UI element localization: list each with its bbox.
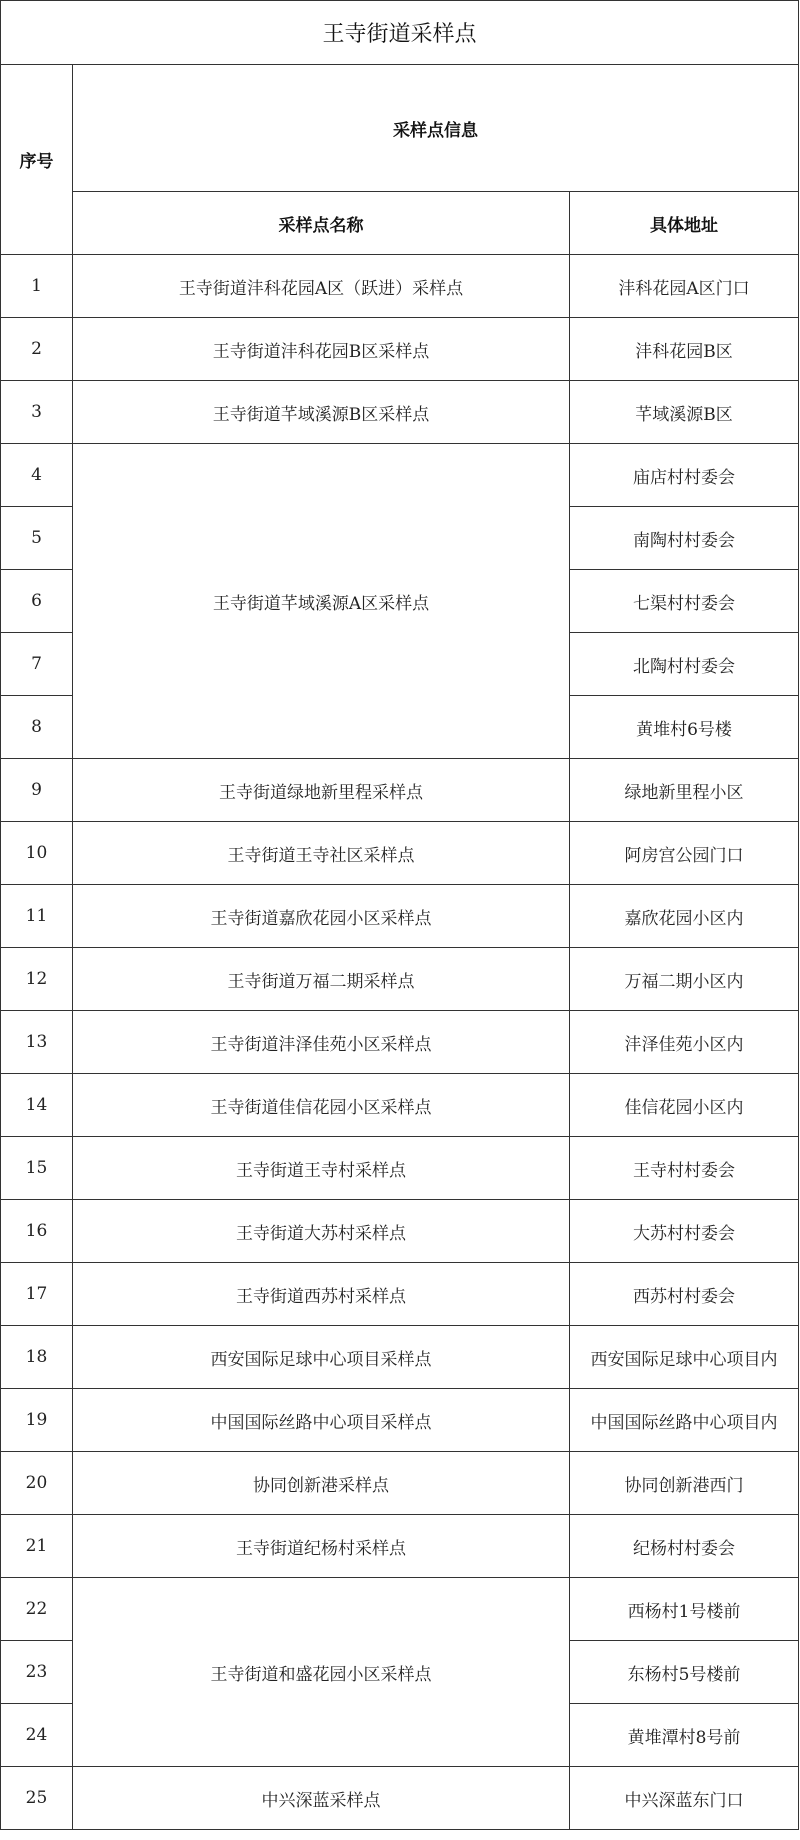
row-number: 22 xyxy=(1,1578,73,1641)
table-row xyxy=(1,381,799,444)
site-name: 王寺街道万福二期采样点 xyxy=(73,948,570,1011)
site-address: 西苏村村委会 xyxy=(570,1263,799,1326)
site-address: 阿房宫公园门口 xyxy=(570,822,799,885)
table-row xyxy=(1,255,799,318)
table-row xyxy=(1,1326,799,1389)
site-address: 中国国际丝路中心项目内 xyxy=(570,1389,799,1452)
site-name: 王寺街道大苏村采样点 xyxy=(73,1200,570,1263)
site-address: 沣科花园B区 xyxy=(570,318,799,381)
site-address: 协同创新港西门 xyxy=(570,1452,799,1515)
row-number: 5 xyxy=(1,507,73,570)
table-title: 王寺街道采样点 xyxy=(1,1,799,65)
site-address: 嘉欣花园小区内 xyxy=(570,885,799,948)
site-address: 大苏村村委会 xyxy=(570,1200,799,1263)
site-name: 王寺街道沣科花园B区采样点 xyxy=(73,318,570,381)
site-name: 王寺街道沣泽佳苑小区采样点 xyxy=(73,1011,570,1074)
header-name: 采样点名称 xyxy=(73,192,570,255)
table-row xyxy=(1,1263,799,1326)
site-name: 王寺街道佳信花园小区采样点 xyxy=(73,1074,570,1137)
table-row xyxy=(1,1011,799,1074)
row-number: 3 xyxy=(1,381,73,444)
site-address: 南陶村村委会 xyxy=(570,507,799,570)
site-name: 中国国际丝路中心项目采样点 xyxy=(73,1389,570,1452)
table-row xyxy=(1,1074,799,1137)
row-number: 9 xyxy=(1,759,73,822)
table-row xyxy=(1,444,799,507)
row-number: 1 xyxy=(1,255,73,318)
site-address: 王寺村村委会 xyxy=(570,1137,799,1200)
header-address: 具体地址 xyxy=(570,192,799,255)
site-name: 王寺街道王寺社区采样点 xyxy=(73,822,570,885)
table-row xyxy=(1,822,799,885)
site-name: 中兴深蓝采样点 xyxy=(73,1767,570,1830)
site-address: 佳信花园小区内 xyxy=(570,1074,799,1137)
row-number: 13 xyxy=(1,1011,73,1074)
table-row xyxy=(1,1137,799,1200)
site-address: 纪杨村村委会 xyxy=(570,1515,799,1578)
table-row xyxy=(1,1578,799,1641)
site-address: 东杨村5号楼前 xyxy=(570,1641,799,1704)
site-address: 沣泽佳苑小区内 xyxy=(570,1011,799,1074)
site-name: 王寺街道王寺村采样点 xyxy=(73,1137,570,1200)
site-name: 王寺街道嘉欣花园小区采样点 xyxy=(73,885,570,948)
row-number: 15 xyxy=(1,1137,73,1200)
row-number: 23 xyxy=(1,1641,73,1704)
site-address: 沣科花园A区门口 xyxy=(570,255,799,318)
table-row xyxy=(1,318,799,381)
site-address: 庙店村村委会 xyxy=(570,444,799,507)
table-row xyxy=(1,759,799,822)
header-info: 采样点信息 xyxy=(73,65,799,192)
row-number: 10 xyxy=(1,822,73,885)
site-name: 王寺街道西苏村采样点 xyxy=(73,1263,570,1326)
site-name: 王寺街道绿地新里程采样点 xyxy=(73,759,570,822)
table-row xyxy=(1,1200,799,1263)
table-row xyxy=(1,885,799,948)
site-address: 黄堆村6号楼 xyxy=(570,696,799,759)
row-number: 20 xyxy=(1,1452,73,1515)
table-row xyxy=(1,1515,799,1578)
row-number: 17 xyxy=(1,1263,73,1326)
row-number: 18 xyxy=(1,1326,73,1389)
site-address: 绿地新里程小区 xyxy=(570,759,799,822)
site-address: 中兴深蓝东门口 xyxy=(570,1767,799,1830)
row-number: 21 xyxy=(1,1515,73,1578)
row-number: 24 xyxy=(1,1704,73,1767)
row-number: 11 xyxy=(1,885,73,948)
table-row xyxy=(1,948,799,1011)
site-address: 芊域溪源B区 xyxy=(570,381,799,444)
table-row xyxy=(1,1452,799,1515)
row-number: 16 xyxy=(1,1200,73,1263)
header-index: 序号 xyxy=(1,65,73,255)
row-number: 8 xyxy=(1,696,73,759)
site-address: 万福二期小区内 xyxy=(570,948,799,1011)
site-address: 西安国际足球中心项目内 xyxy=(570,1326,799,1389)
table-row xyxy=(1,1767,799,1830)
site-address: 西杨村1号楼前 xyxy=(570,1578,799,1641)
site-address: 黄堆潭村8号前 xyxy=(570,1704,799,1767)
site-address: 七渠村村委会 xyxy=(570,570,799,633)
site-name: 西安国际足球中心项目采样点 xyxy=(73,1326,570,1389)
site-name: 王寺街道沣科花园A区（跃进）采样点 xyxy=(73,255,570,318)
site-name: 王寺街道和盛花园小区采样点 xyxy=(73,1578,570,1767)
table-row xyxy=(1,1389,799,1452)
row-number: 7 xyxy=(1,633,73,696)
row-number: 25 xyxy=(1,1767,73,1830)
row-number: 14 xyxy=(1,1074,73,1137)
site-name: 协同创新港采样点 xyxy=(73,1452,570,1515)
site-name: 王寺街道纪杨村采样点 xyxy=(73,1515,570,1578)
site-address: 北陶村村委会 xyxy=(570,633,799,696)
row-number: 12 xyxy=(1,948,73,1011)
row-number: 19 xyxy=(1,1389,73,1452)
row-number: 2 xyxy=(1,318,73,381)
site-name: 王寺街道芊域溪源B区采样点 xyxy=(73,381,570,444)
row-number: 6 xyxy=(1,570,73,633)
row-number: 4 xyxy=(1,444,73,507)
site-name: 王寺街道芊域溪源A区采样点 xyxy=(73,444,570,759)
